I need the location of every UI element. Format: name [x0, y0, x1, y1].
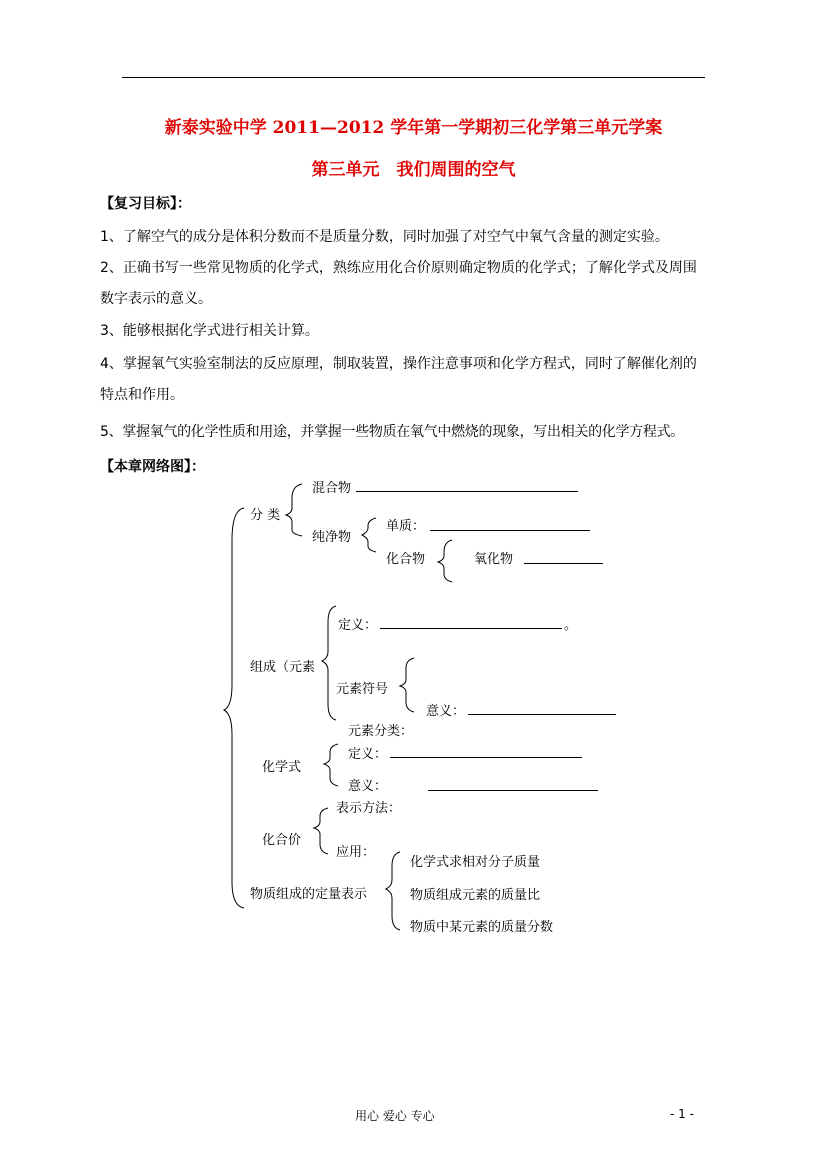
review-item-4: 4、掌握氧气实验室制法的反应原理，制取装置，操作注意事项和化学方程式，同时了解催化剂的特点和作用。: [100, 356, 697, 403]
node-quant-3: 物质中某元素的质量分数: [410, 920, 554, 935]
node-formula-meaning: 意义：: [348, 779, 388, 794]
node-element-class: 元素分类：: [348, 724, 414, 739]
node-valence-use: 应用：: [336, 845, 376, 860]
node-compound: 化合物: [386, 552, 426, 567]
blank-line-formula-meaning: [428, 790, 598, 791]
node-mixture: 混合物: [312, 481, 352, 496]
node-quant-2: 物质组成元素的质量比: [410, 888, 541, 903]
node-period: 。: [564, 618, 578, 633]
review-item-1: 1、了解空气的成分是体积分数而不是质量分数，同时加强了对空气中氧气含量的测定实验。: [100, 229, 669, 245]
page-title: 新泰实验中学 2011—2012 学年第一学期初三化学第三单元学案: [164, 118, 663, 138]
node-element-symbol: 元素符号: [336, 682, 389, 697]
footer-motto: 用心 爱心 专心: [355, 1109, 435, 1123]
blank-line-mixture: [356, 491, 578, 492]
blank-line-element-substance: [430, 530, 590, 531]
node-formula: 化学式: [262, 760, 302, 775]
node-classify: 分 类: [250, 508, 281, 523]
review-item-5: 5、掌握氧气的化学性质和用途，并掌握一些物质在氧气中燃烧的现象，写出相关的化学方程式。: [100, 424, 685, 440]
blank-line-definition: [380, 628, 562, 629]
page-subtitle: 第三单元 我们周围的空气: [311, 160, 516, 180]
review-heading: 【复习目标】：: [100, 196, 191, 212]
node-quant-1: 化学式求相对分子质量: [410, 855, 541, 870]
blank-line-oxide: [524, 563, 603, 564]
node-definition: 定义：: [338, 618, 378, 633]
blank-line-meaning: [468, 714, 616, 715]
node-composition: 组成（元素: [250, 660, 316, 675]
page-number: - 1 -: [670, 1107, 694, 1121]
node-meaning: 意义：: [426, 704, 466, 719]
review-item-3: 3、能够根据化学式进行相关计算。: [100, 323, 319, 339]
network-heading: 【本章网络图】：: [100, 459, 205, 475]
node-valence-method: 表示方法：: [336, 801, 402, 816]
node-quant: 物质组成的定量表示: [250, 887, 368, 902]
node-formula-def: 定义：: [348, 747, 388, 762]
review-item-2: 2、正确书写一些常见物质的化学式，熟练应用化合价原则确定物质的化学式；了解化学式及周围数字表示的意义。: [100, 260, 697, 307]
node-pure: 纯净物: [312, 530, 352, 545]
node-valence: 化合价: [262, 833, 302, 848]
node-oxide: 氧化物: [474, 552, 514, 567]
blank-line-formula-def: [390, 757, 582, 758]
node-element-substance: 单质：: [386, 519, 426, 534]
